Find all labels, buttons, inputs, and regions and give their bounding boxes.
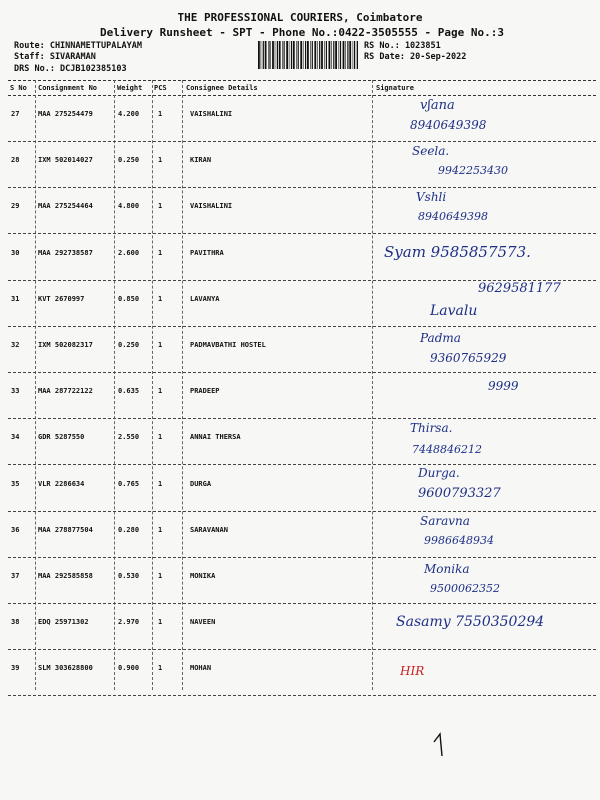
cell-weight: 0.250 <box>118 341 140 349</box>
handwritten-signature: 9360765929 <box>430 351 507 365</box>
cell-sno: 33 <box>11 387 20 396</box>
handwritten-signature: Durga. <box>418 465 460 480</box>
handwritten-signature: HIR <box>400 664 425 679</box>
cell-sno: 32 <box>11 341 20 349</box>
cell-sno: 36 <box>11 525 20 534</box>
cell-weight: 0.280 <box>118 525 140 534</box>
cell-consignee: MONIKA <box>190 572 216 580</box>
handwritten-signature: Vshli <box>416 190 447 205</box>
handwritten-signature: 7448846212 <box>412 443 482 457</box>
cell-weight: 2.550 <box>118 433 140 442</box>
drs-number: DRS No.: DCJB102385103 <box>14 64 127 74</box>
cell-consignee: NAVEEN <box>190 618 216 627</box>
cell-weight: 0.530 <box>118 572 140 580</box>
cell-pcs: 1 <box>158 525 163 534</box>
cell-sno: 28 <box>11 156 20 165</box>
cell-consignment: IXM 502014027 <box>38 156 93 165</box>
cell-pcs: 1 <box>158 572 163 580</box>
handwritten-signature: Lavalu <box>430 302 478 319</box>
cell-consignment: KVT 2670997 <box>38 294 85 303</box>
cell-consignment: IXM 502082317 <box>38 341 93 349</box>
cell-pcs: 1 <box>158 110 163 118</box>
cell-consignee: VAISHALINI <box>190 110 233 118</box>
cell-pcs: 1 <box>158 618 163 627</box>
cell-pcs: 1 <box>158 479 163 488</box>
cell-sno: 30 <box>11 248 20 257</box>
handwritten-signature: 8940649398 <box>410 118 487 132</box>
cell-consignment: SLM 303628800 <box>38 664 93 673</box>
handwritten-signature: Saravna <box>420 513 470 528</box>
cell-pcs: 1 <box>158 202 163 211</box>
table-row <box>0 558 600 604</box>
table-row <box>0 96 600 142</box>
cell-consignee: MOHAN <box>190 664 212 673</box>
cell-consignment: MAA 275254464 <box>38 202 93 211</box>
table-row <box>0 235 600 281</box>
handwritten-signature: Thirsa. <box>410 421 453 436</box>
cell-sno: 31 <box>11 294 20 303</box>
staff: Staff: SIVARAMAN <box>14 52 96 62</box>
cell-consignment: VLR 2286634 <box>38 479 85 488</box>
handwritten-signature: 9629581177 <box>478 280 561 296</box>
cell-consignment: MAA 287722122 <box>38 387 93 396</box>
rs-date: RS Date: 20-Sep-2022 <box>364 52 467 62</box>
handwritten-signature: 9986648934 <box>424 533 494 547</box>
col-sno: S No <box>10 84 27 92</box>
cell-pcs: 1 <box>158 341 163 349</box>
col-weight: Weight <box>117 84 143 92</box>
table-row <box>0 604 600 650</box>
cell-weight: 0.900 <box>118 664 140 673</box>
handwritten-signature: vʃana <box>420 98 455 113</box>
cell-consignee: PADMAVBATHI HOSTEL <box>190 341 266 349</box>
cell-consignee: LAVANYA <box>190 294 220 303</box>
runsheet-subtitle: Delivery Runsheet - SPT - Phone No.:0422-3505555 - Page No.:3 <box>100 26 504 39</box>
handwritten-signature: Syam 9585857573. <box>384 242 531 261</box>
cell-consignment: GDR 5287550 <box>38 433 85 442</box>
cell-consignee: DURGA <box>190 479 212 488</box>
handwritten-signature: 9999 <box>488 379 519 394</box>
cell-weight: 0.250 <box>118 156 140 165</box>
rs-number: RS No.: 1023851 <box>364 41 441 51</box>
cell-sno: 29 <box>11 202 20 211</box>
table-row <box>0 419 600 465</box>
col-consignee: Consignee Details <box>186 84 258 92</box>
table-row <box>0 466 600 512</box>
cell-consignment: MAA 278877504 <box>38 525 93 534</box>
pen-mark <box>428 730 458 760</box>
cell-consignee: PAVITHRA <box>190 248 224 257</box>
cell-consignment: MAA 292585858 <box>38 572 93 580</box>
handwritten-signature: 9500062352 <box>430 582 500 595</box>
cell-consignee: KIRAN <box>190 156 212 165</box>
cell-weight: 4.800 <box>118 202 140 211</box>
cell-weight: 2.970 <box>118 618 140 627</box>
cell-pcs: 1 <box>158 294 163 303</box>
col-pcs: PCS <box>154 84 167 92</box>
cell-consignee: SARAVANAN <box>190 525 228 534</box>
cell-consignment: EDQ 25971302 <box>38 618 89 627</box>
cell-consignee: ANNAI THERSA <box>190 433 241 442</box>
cell-sno: 35 <box>11 479 20 488</box>
cell-sno: 27 <box>11 110 20 118</box>
handwritten-signature: 9600793327 <box>418 485 501 501</box>
col-signature: Signature <box>376 84 414 92</box>
cell-sno: 34 <box>11 433 20 442</box>
handwritten-signature: Padma <box>420 331 461 345</box>
handwritten-signature: Monika <box>424 562 470 576</box>
cell-consignee: PRADEEP <box>190 387 220 396</box>
table-row <box>0 650 600 696</box>
row-separator <box>8 695 596 696</box>
handwritten-signature: 8940649398 <box>418 210 488 224</box>
cell-weight: 0.850 <box>118 294 140 303</box>
route: Route: CHINNAMETTUPALAYAM <box>14 41 142 51</box>
cell-sno: 38 <box>11 618 20 627</box>
cell-weight: 0.765 <box>118 479 140 488</box>
cell-weight: 0.635 <box>118 387 140 396</box>
table-row <box>0 281 600 327</box>
cell-pcs: 1 <box>158 433 163 442</box>
cell-weight: 2.600 <box>118 248 140 257</box>
cell-consignment: MAA 275254479 <box>38 110 93 118</box>
table-row <box>0 373 600 419</box>
cell-sno: 39 <box>11 664 20 673</box>
cell-pcs: 1 <box>158 387 163 396</box>
header-rule-top <box>8 80 596 81</box>
cell-pcs: 1 <box>158 248 163 257</box>
table-row <box>0 512 600 558</box>
col-consignment: Consignment No <box>38 84 98 92</box>
table-row <box>0 327 600 373</box>
cell-consignee: VAISHALINI <box>190 202 233 211</box>
barcode <box>258 41 358 69</box>
table-row <box>0 188 600 234</box>
cell-consignment: MAA 292738587 <box>38 248 93 257</box>
handwritten-signature: 9942253430 <box>438 164 508 178</box>
table-row <box>0 142 600 188</box>
company-title: THE PROFESSIONAL COURIERS, Coimbatore <box>177 11 423 24</box>
handwritten-signature: Seela. <box>412 144 450 159</box>
cell-pcs: 1 <box>158 156 163 165</box>
cell-pcs: 1 <box>158 664 163 673</box>
handwritten-signature: Sasamy 7550350294 <box>396 614 545 631</box>
cell-weight: 4.200 <box>118 110 140 118</box>
cell-sno: 37 <box>11 572 20 580</box>
